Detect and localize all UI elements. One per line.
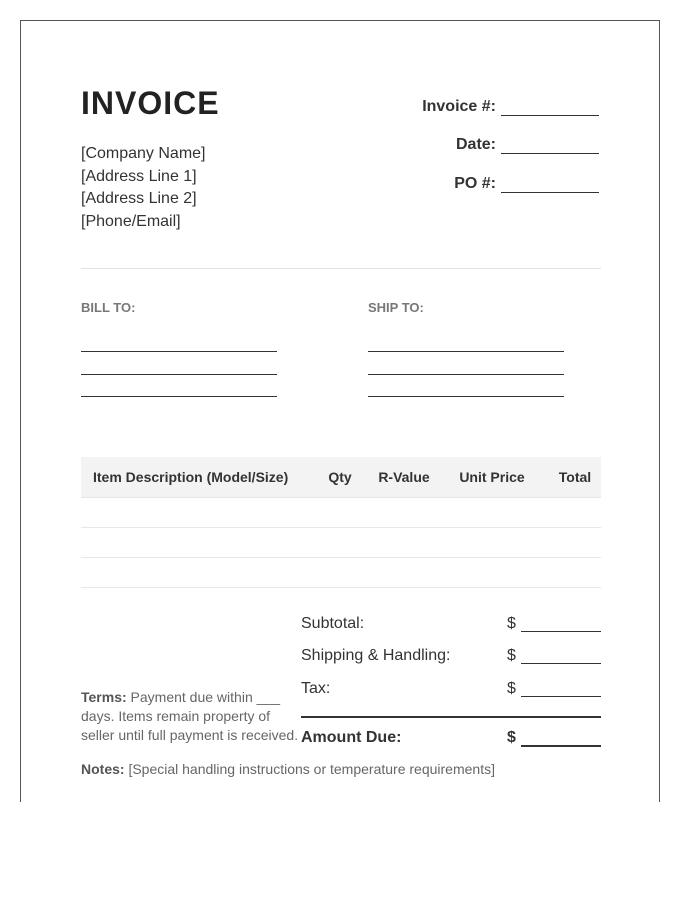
table-cell[interactable] (307, 558, 373, 588)
table-cell[interactable] (435, 498, 549, 528)
table-cell[interactable] (435, 558, 549, 588)
table-cell[interactable] (549, 558, 601, 588)
column-header-unit-price: Unit Price (435, 457, 549, 498)
date-field[interactable] (501, 139, 599, 154)
terms-label: Terms: (81, 689, 127, 705)
subtotal-currency: $ (507, 615, 516, 632)
amount-due-label: Amount Due: (301, 729, 402, 746)
column-header-total: Total (549, 457, 601, 498)
shipping-label: Shipping & Handling: (301, 647, 451, 664)
table-cell[interactable] (81, 498, 307, 528)
shipping-currency: $ (507, 647, 516, 664)
terms-text: Payment due within ___ days. Items remain property of seller until full payment is received. (81, 689, 299, 743)
table-header-row (81, 457, 601, 498)
header-divider (81, 268, 601, 269)
items-table (81, 457, 601, 588)
bill-to-label: BILL TO: (81, 300, 136, 315)
terms-block (81, 688, 303, 745)
column-header-r-value: R-Value (373, 457, 435, 498)
table-row (81, 498, 601, 528)
po-number-row (339, 175, 599, 193)
ship-to-line[interactable] (368, 374, 564, 375)
date-row (339, 136, 599, 154)
invoice-number-row (339, 98, 599, 116)
company-address-line-1: [Address Line 1] (81, 167, 197, 185)
tax-field[interactable] (521, 696, 601, 697)
company-info (81, 143, 206, 233)
column-header-qty: Qty (307, 457, 373, 498)
tax-label: Tax: (301, 680, 331, 697)
tax-currency: $ (507, 680, 516, 697)
invoice-number-field[interactable] (501, 101, 599, 116)
table-cell[interactable] (81, 528, 307, 558)
subtotal-field[interactable] (521, 631, 601, 632)
totals-divider (301, 716, 601, 718)
table-cell[interactable] (373, 528, 435, 558)
table-cell[interactable] (307, 528, 373, 558)
subtotal-label: Subtotal: (301, 615, 365, 632)
company-address-line-2: [Address Line 2] (81, 190, 197, 207)
shipping-field[interactable] (521, 663, 601, 664)
po-number-field[interactable] (501, 178, 599, 193)
ship-to-label: SHIP TO: (368, 300, 424, 315)
column-header-description: Item Description (Model/Size) (81, 457, 307, 498)
bill-to-line[interactable] (81, 351, 277, 352)
invoice-title: INVOICE (81, 85, 220, 121)
bill-to-line[interactable] (81, 374, 277, 375)
amount-due-currency: $ (507, 729, 516, 746)
table-cell[interactable] (435, 528, 549, 558)
table-row (81, 528, 601, 558)
date-label: Date: (455, 136, 496, 153)
invoice-sheet (20, 20, 660, 802)
amount-due-field[interactable] (521, 745, 601, 747)
ship-to-line[interactable] (368, 396, 564, 397)
invoice-number-label: Invoice #: (422, 98, 496, 115)
table-cell[interactable] (549, 498, 601, 528)
company-contact: [Phone/Email] (81, 212, 181, 230)
po-number-label: PO #: (454, 175, 496, 192)
table-cell[interactable] (307, 498, 373, 528)
notes-text: [Special handling instructions or temperature requirements] (128, 761, 495, 777)
company-name: [Company Name] (81, 145, 206, 162)
table-row (81, 558, 601, 588)
table-cell[interactable] (373, 498, 435, 528)
ship-to-line[interactable] (368, 351, 564, 352)
table-cell[interactable] (373, 558, 435, 588)
table-cell[interactable] (549, 528, 601, 558)
notes-block (81, 761, 495, 777)
notes-label: Notes: (81, 761, 125, 777)
table-cell[interactable] (81, 558, 307, 588)
bill-to-line[interactable] (81, 396, 277, 397)
